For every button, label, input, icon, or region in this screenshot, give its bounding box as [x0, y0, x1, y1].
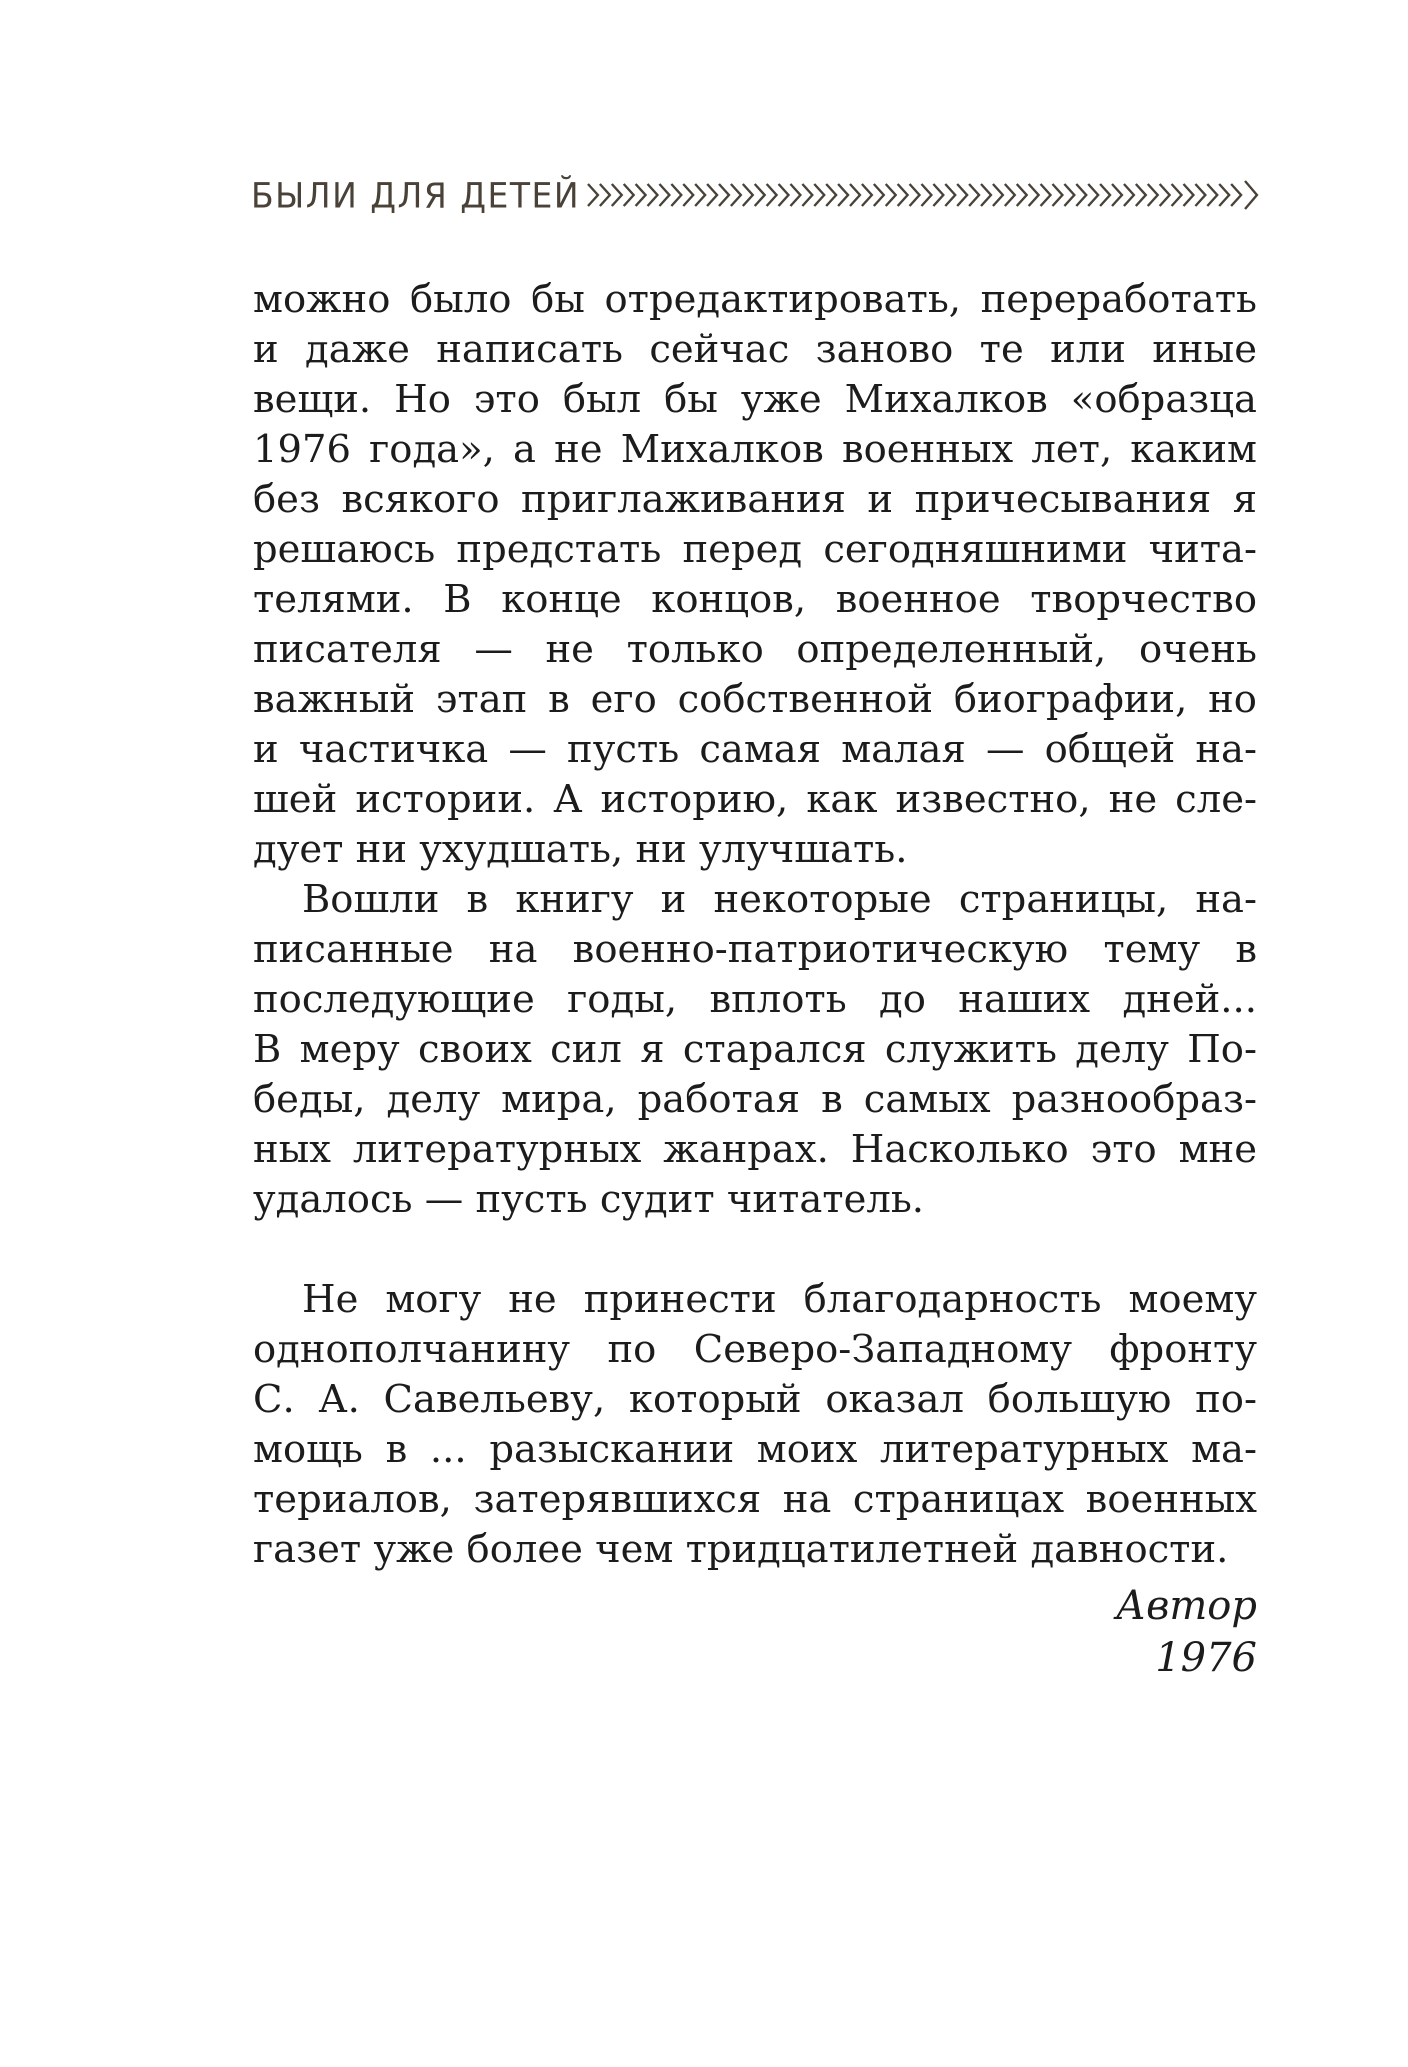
text-line: последующие годы, вплоть до наших дней... — [253, 977, 1257, 1022]
text-line: писанные на военно-патриотическую тему в — [253, 927, 1257, 972]
signature-author: Автор — [1115, 1583, 1257, 1629]
text-line: С. А. Савельеву, который оказал большую по- — [253, 1377, 1257, 1422]
text-line: беды, делу мира, работая в самых разнообраз- — [253, 1077, 1257, 1122]
text-line: Вошли в книгу и некоторые страницы, на- — [302, 877, 1257, 922]
text-line: решаюсь предстать перед сегодняшними чита- — [253, 527, 1257, 572]
text-line: и даже написать сейчас заново те или иные — [253, 327, 1257, 372]
text-line: однополчанину по Северо-Западному фронту — [253, 1327, 1257, 1372]
text-line: 1976 года», а не Михалков военных лет, каким — [253, 427, 1257, 472]
text-line: Не могу не принести благодарность моему — [302, 1277, 1257, 1322]
text-line: без всякого приглаживания и причесывания я — [253, 477, 1257, 522]
main-text — [253, 275, 1257, 1225]
text-line: шей истории. А историю, как известно, не сле- — [253, 777, 1257, 822]
text-line: можно было бы отредактировать, переработать — [253, 277, 1257, 322]
text-line: мощь в ... разыскании моих литературных ма- — [253, 1427, 1257, 1472]
text-line: ных литературных жанрах. Насколько это мне — [253, 1127, 1257, 1172]
running-head — [251, 172, 1261, 218]
text-line: дует ни ухудшать, ни улучшать. — [253, 827, 908, 872]
signature-year: 1976 — [1155, 1635, 1257, 1681]
running-title: БЫЛИ ДЛЯ ДЕТЕЙ — [251, 174, 581, 216]
signature — [1116, 1580, 1257, 1684]
text-line: газет уже более чем тридцатилетней давности. — [253, 1527, 1229, 1572]
chevron-arrows-icon — [586, 175, 1261, 215]
text-line: териалов, затерявшихся на страницах военных — [253, 1477, 1257, 1522]
text-line: и частичка — пусть самая малая — общей на- — [253, 727, 1257, 772]
text-line: удалось — пусть судит читатель. — [253, 1177, 925, 1222]
text-line: важный этап в его собственной биографии, но — [253, 677, 1257, 722]
text-line: вещи. Но это был бы уже Михалков «образца — [253, 377, 1257, 422]
text-line: В меру своих сил я старался служить делу По- — [253, 1027, 1257, 1072]
text-line: телями. В конце концов, военное творчество — [253, 577, 1257, 622]
text-line: писателя — не только определенный, очень — [253, 627, 1257, 672]
acknowledgement-text — [253, 1275, 1257, 1575]
